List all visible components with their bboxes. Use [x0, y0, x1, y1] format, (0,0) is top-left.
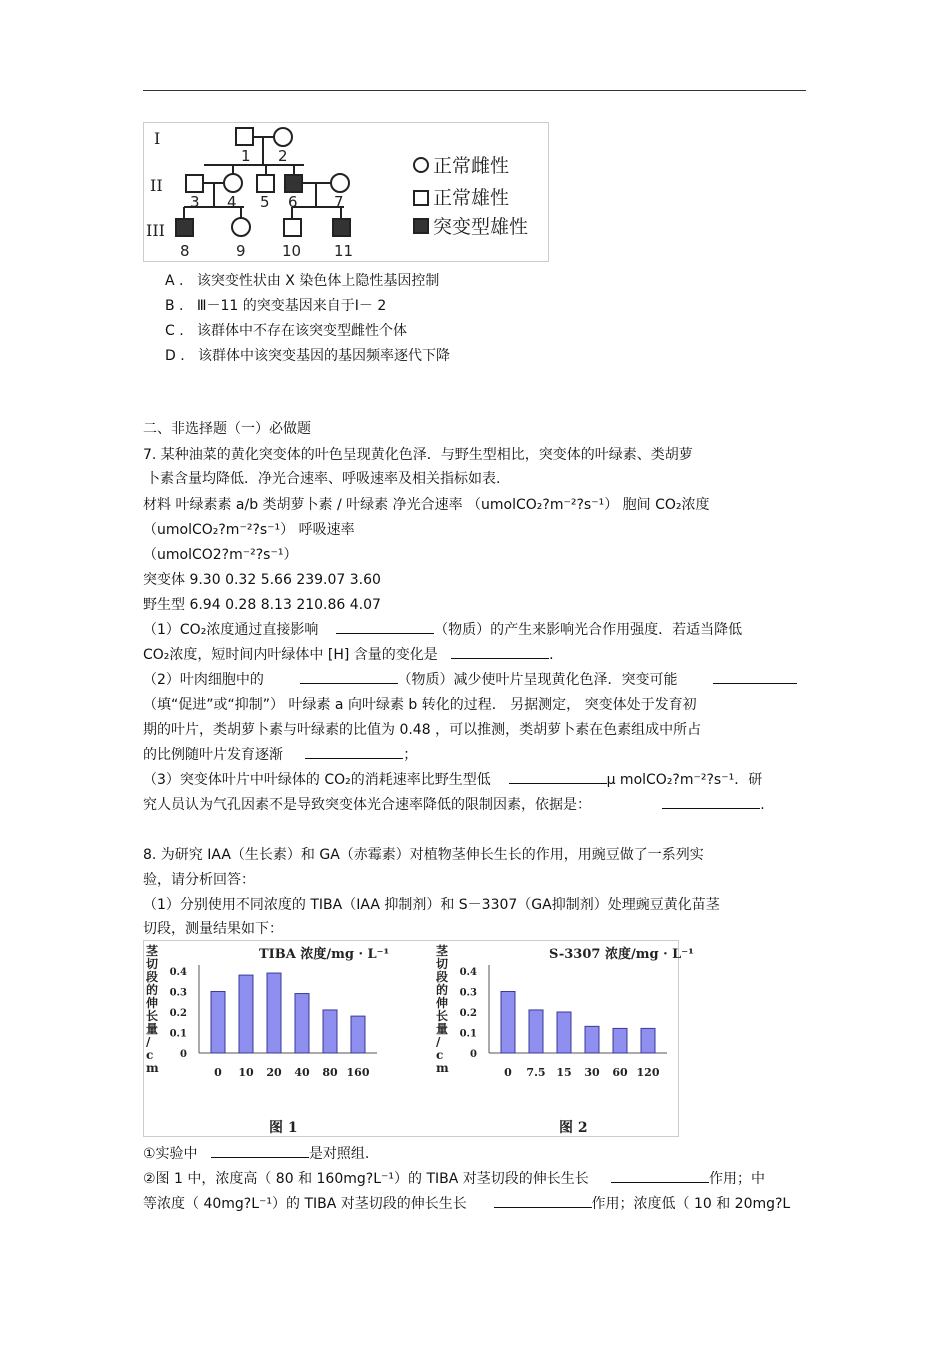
q7-table-header-3: （umolCO2?m⁻²?s⁻¹）	[143, 547, 298, 563]
y-tick-label: 0.3	[169, 987, 187, 999]
x-tick-label: 0	[504, 1066, 512, 1079]
y-tick-label: 0.1	[169, 1028, 187, 1040]
header-rule	[143, 90, 806, 91]
x-tick-label: 60	[612, 1066, 628, 1079]
individual-3	[186, 175, 203, 192]
y-axis-label-char: c	[436, 1048, 444, 1062]
answer-blank[interactable]	[305, 746, 403, 759]
answer-blank[interactable]	[509, 771, 607, 784]
section-title: 二、非选择题（一）必做题	[143, 421, 311, 437]
individual-number: 11	[334, 242, 354, 260]
individual-number: 6	[288, 193, 298, 211]
gen-label-3: III	[146, 221, 165, 240]
y-axis-label-char: /	[436, 1035, 441, 1049]
individual-8	[176, 219, 193, 236]
y-axis-label-char: c	[146, 1048, 154, 1062]
y-axis-label-char: 伸	[436, 996, 449, 1010]
option-b: B . Ⅲ－11 的突变基因来自于Ⅰ－ 2	[165, 298, 387, 314]
individual-1	[236, 128, 253, 145]
y-axis-label-char: 切	[436, 957, 449, 971]
y-axis-label-char: 茎	[436, 944, 449, 958]
bar	[323, 1010, 337, 1053]
q8-line-4: 切段，测量结果如下：	[143, 921, 283, 937]
individual-5	[257, 175, 274, 192]
answer-blank[interactable]	[300, 671, 398, 684]
q7-line-1: 7. 某种油菜的黄化突变体的叶色呈现黄化色泽．与野生型相比，突变体的叶绿素、类胡萝	[143, 447, 693, 463]
q7-sub2-line3: 期的叶片，类胡萝卜素与叶绿素的比值为 0.48 ，可以推测，类胡萝卜素在色素组成中所占	[143, 722, 702, 738]
bar	[351, 1016, 365, 1053]
x-tick-label: 15	[556, 1066, 572, 1079]
y-tick-label: 0.2	[169, 1008, 187, 1019]
q8-sub2-line2: 等浓度（ 40mg?L⁻¹）的 TIBA 对茎切段的伸长生长 作用；浓度低（ 10 和 20mg?L	[143, 1196, 791, 1212]
bar	[641, 1028, 655, 1053]
gen-label-2: II	[150, 176, 163, 195]
y-axis-label-char: 伸	[146, 996, 159, 1010]
individual-number: 5	[260, 193, 270, 211]
q7-sub1-line1: （1）CO₂浓度通过直接影响 （物质）的产生来影响光合作用强度．若适当降低	[143, 622, 743, 638]
individual-number: 7	[334, 193, 344, 211]
q7-table-header: 材料 叶绿素素 a/b 类胡萝卜素 / 叶绿素 净光合速率 （umolCO₂?m⁻²?s⁻¹） 胞间 CO₂浓度	[143, 497, 710, 513]
option-d: D . 该群体中该突变基因的基因频率逐代下降	[165, 348, 451, 364]
individual-4	[224, 174, 242, 192]
q7-sub3-line2: 究人员认为气孔因素不是导致突变体光合速率降低的限制因素，依据是： .	[143, 797, 765, 813]
individual-10	[284, 219, 301, 236]
y-axis-label-char: 长	[146, 1009, 159, 1023]
x-tick-label: 40	[294, 1066, 310, 1079]
individual-number: 8	[180, 242, 190, 260]
individual-6	[285, 175, 302, 192]
legend-mutant-icon	[414, 219, 428, 233]
bar	[557, 1012, 571, 1053]
q7-line-2: 卜素含量均降低．净光合速率、呼吸速率及相关指标如表.	[146, 471, 501, 487]
x-tick-label: 80	[322, 1066, 338, 1079]
answer-blank[interactable]	[451, 646, 549, 659]
q8-line-2: 验，请分析回答：	[143, 872, 255, 888]
bar	[239, 975, 253, 1053]
y-tick-label: 0.4	[459, 967, 477, 978]
individual-7	[331, 174, 349, 192]
q8-sub1: ①实验中 是对照组.	[143, 1146, 370, 1162]
legend-mutant-label: 突变型雄性	[433, 216, 529, 238]
individual-number: 9	[236, 242, 246, 260]
answer-blank[interactable]	[611, 1170, 709, 1183]
answer-blank[interactable]	[494, 1195, 592, 1208]
y-axis-label-char: 段	[436, 970, 449, 984]
individual-9	[232, 218, 250, 236]
individual-11	[333, 219, 350, 236]
individual-number: 3	[190, 193, 200, 211]
legend-female-label: 正常雌性	[433, 155, 510, 177]
figure-caption: 图 1	[269, 1120, 298, 1136]
bar-charts-figure	[143, 940, 694, 1137]
bar	[529, 1010, 543, 1053]
q7-row-mutant: 突变体 9.30 0.32 5.66 239.07 3.60	[143, 572, 381, 588]
q7-sub3-line1: （3）突变体叶片中叶绿体的 CO₂的消耗速率比野生型低 μ molCO₂?m⁻²?s⁻¹．研	[143, 772, 763, 788]
option-a: A . 该突变性状由 X 染色体上隐性基因控制	[165, 273, 440, 289]
legend-female-icon	[414, 158, 428, 172]
q8-line-3: （1）分别使用不同浓度的 TIBA（IAA 抑制剂）和 S－3307（GA抑制剂）处理豌豆黄化苗茎	[143, 897, 720, 913]
bar	[585, 1026, 599, 1053]
q7-sub2-line4: 的比例随叶片发育逐渐 ；	[143, 747, 418, 763]
bar	[613, 1028, 627, 1053]
individual-number: 1	[241, 147, 251, 165]
individual-number: 4	[227, 193, 237, 211]
x-tick-label: 10	[238, 1066, 254, 1079]
individual-2	[274, 128, 292, 146]
bar	[501, 992, 515, 1054]
x-tick-label: 160	[346, 1066, 370, 1079]
y-tick-label: 0	[180, 1049, 187, 1060]
y-axis-label-char: m	[436, 1061, 449, 1075]
y-axis-label-char: 的	[146, 983, 159, 997]
answer-blank[interactable]	[662, 796, 760, 809]
y-tick-label: 0.4	[169, 967, 187, 978]
answer-blank[interactable]	[336, 621, 434, 634]
bar	[295, 994, 309, 1053]
chart-title: S-3307 浓度/mg · L⁻¹	[549, 947, 694, 962]
y-axis-label-char: /	[146, 1035, 151, 1049]
q7-sub1-line2: CO₂浓度，短时间内叶绿体中 [H] 含量的变化是 .	[143, 647, 554, 663]
y-axis-label-char: m	[146, 1061, 159, 1075]
bar	[211, 992, 225, 1054]
q8-sub2-line1: ②图 1 中，浓度高（ 80 和 160mg?L⁻¹）的 TIBA 对茎切段的伸长生长 作用；中	[143, 1171, 766, 1187]
y-tick-label: 0.1	[459, 1028, 477, 1040]
y-axis-label-char: 量	[146, 1022, 159, 1036]
answer-blank[interactable]	[211, 1145, 309, 1158]
y-axis-label-char: 切	[146, 957, 159, 971]
gen-label-1: I	[154, 129, 161, 148]
x-tick-label: 120	[636, 1066, 660, 1079]
y-tick-label: 0	[470, 1049, 477, 1060]
y-axis-label-char: 茎	[146, 944, 159, 958]
figure-caption: 图 2	[559, 1120, 588, 1136]
y-axis-label-char: 段	[146, 970, 159, 984]
q7-table-header-2: （umolCO₂?m⁻²?s⁻¹） 呼吸速率	[143, 522, 355, 538]
option-c: C . 该群体中不存在该突变型雌性个体	[165, 323, 408, 339]
legend-male-label: 正常雄性	[433, 187, 510, 209]
x-tick-label: 30	[584, 1066, 600, 1079]
y-axis-label-char: 的	[436, 983, 449, 997]
x-tick-label: 0	[214, 1066, 222, 1079]
chart-title: TIBA 浓度/mg · L⁻¹	[259, 947, 390, 962]
individual-number: 2	[278, 147, 288, 165]
y-tick-label: 0.3	[459, 987, 477, 999]
q7-sub2-line2: （填“促进”或“抑制”） 叶绿素 a 向叶绿素 b 转化的过程． 另据测定， 突变体处于发育初	[143, 697, 697, 713]
answer-blank[interactable]	[713, 671, 797, 684]
pedigree-diagram	[143, 122, 549, 262]
legend-male-icon	[414, 191, 428, 205]
q7-row-wild: 野生型 6.94 0.28 8.13 210.86 4.07	[143, 597, 381, 613]
q8-line-1: 8. 为研究 IAA（生长素）和 GA（赤霉素）对植物茎伸长生长的作用，用豌豆做了一系列实	[143, 847, 704, 863]
x-tick-label: 7.5	[526, 1066, 546, 1079]
y-axis-label-char: 量	[436, 1022, 449, 1036]
q7-sub2-line1: （2）叶肉细胞中的 （物质）减少使叶片呈现黄化色泽．突变可能	[143, 669, 797, 689]
bar	[267, 973, 281, 1053]
x-tick-label: 20	[266, 1066, 282, 1079]
y-tick-label: 0.2	[459, 1008, 477, 1019]
y-axis-label-char: 长	[436, 1009, 449, 1023]
individual-number: 10	[282, 242, 302, 260]
